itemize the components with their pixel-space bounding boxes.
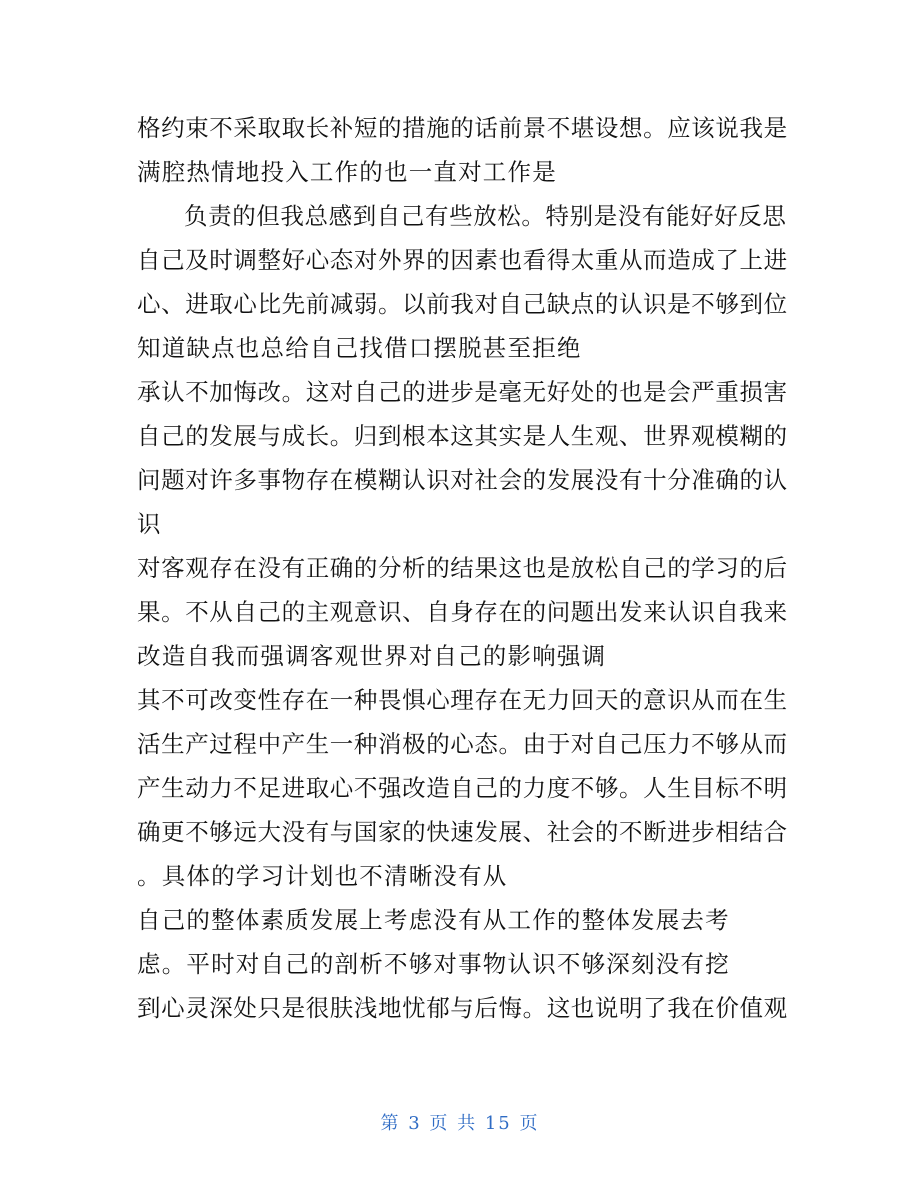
text-line: 其不可改变性存在一种畏惧心理存在无力回天的意识从而在生 [137,686,788,714]
text-line: 问题对许多事物存在模糊认识对社会的发展没有十分准确的认 [137,466,788,494]
text-line: 。具体的学习计划也不清晰没有从 [137,862,508,890]
text-line: 知道缺点也总给自己找借口摆脱甚至拒绝 [137,334,582,362]
text-line: 产生动力不足进取心不强改造自己的力度不够。人生目标不明 [137,774,788,802]
text-line: 改造自我而强调客观世界对自己的影响强调 [137,642,607,670]
text-line: 心、进取心比先前减弱。以前我对自己缺点的认识是不够到位 [137,290,788,318]
text-line: 虑。平时对自己的剖析不够对事物认识不够深刻没有挖 [137,950,730,978]
text-line: 承认不加悔改。这对自己的进步是毫无好处的也是会严重损害 [137,378,788,406]
text-line: 满腔热情地投入工作的也一直对工作是 [137,158,557,186]
text-line: 自己的整体素质发展上考虑没有从工作的整体发展去考 [137,906,730,934]
page-number-footer: 第 3 页 共 15 页 [380,1113,540,1134]
text-line: 到心灵深处只是很肤浅地忧郁与后悔。这也说明了我在价值观 [137,994,788,1022]
text-line: 识 [137,510,162,538]
text-line: 活生产过程中产生一种消极的心态。由于对自己压力不够从而 [137,730,788,758]
paragraph-first-line: 负责的但我总感到自己有些放松。特别是没有能好好反思 [184,202,787,230]
text-line: 对客观存在没有正确的分析的结果这也是放松自己的学习的后 [137,554,788,582]
text-line: 果。不从自己的主观意识、自身存在的问题出发来认识自我来 [137,598,788,626]
text-line: 格约束不采取取长补短的措施的话前景不堪设想。应该说我是 [137,114,788,142]
text-line: 自己及时调整好心态对外界的因素也看得太重从而造成了上进 [137,246,788,274]
text-line: 确更不够远大没有与国家的快速发展、社会的不断进步相结合 [137,818,788,846]
text-line: 自己的发展与成长。归到根本这其实是人生观、世界观模糊的 [137,422,788,450]
